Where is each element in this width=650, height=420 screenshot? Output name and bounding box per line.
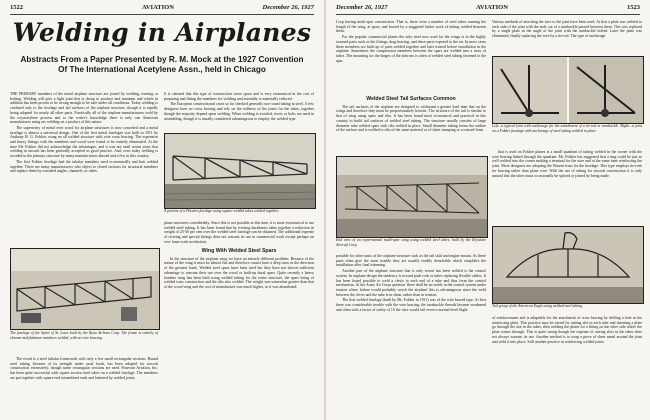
fuselage-illustration xyxy=(165,134,315,208)
issue-date: December 26, 1927 xyxy=(262,4,314,11)
left-page xyxy=(0,0,324,420)
left-column-2c xyxy=(164,246,314,415)
section-heading-tail: Welded Steel Tail Surfaces Common xyxy=(366,96,456,102)
spirit-fuselage-photo xyxy=(10,248,160,330)
paragraph: Another part of the airplane structure that is only recent has been welded is the control system. In airplane design the tendency is toward push rods or tubes replacing flexible cables. It has been found possible to weld a clevis to each end of a tube and thus form the control mechanism. At the Army Air Corps question 'there shall be no welds in the control system under tension where failure would probably wreck the airplane' this is advantageous since the weld between the clevis and the tube is in shear, rather than in tension. xyxy=(336,269,486,297)
paragraph: The first welded fuselage (built by Mr. Fokker in 1911) was of the wire braced type. At first there was considerable trouble with the wire bracing; the turnbuckle threads became weakened and often with a factor of safety of 10 the wire would fail even to normal level flight. xyxy=(336,298,486,312)
right-page xyxy=(326,0,650,420)
paragraph: Corp having multi-spar construction. That is, there were a number of steel tubes running the length of the wing, at spars, and braced by a staggered lattice work of tubing welded between them. xyxy=(336,20,486,34)
paragraph: In the structure of the airplane wing we have an entirely different problem. Because of the nature of the wing it must be almost flat and therefore cannot have a deep truss in the direction of the greatest loads. Welded steel spars have been tried but they have not shown sufficient advantage to warrant their use over the wood or built-up dural spars. Quite recently a heavy bomber wing has been built using welded tubing for the entire structure, the spars being of welded truss construction and the ribs also welded. The weight was somewhat greater than that of the wood wing and the cost of manufacture was much higher, so it was abandoned. xyxy=(164,256,314,289)
page-number: 1522 xyxy=(10,4,23,11)
section-heading-wing: Wing With Welded Steel Spars xyxy=(201,248,277,254)
paragraph: THE PRIMARY members of the metal airplane structure are joined by welding, riveting or bolting. Welding will give a light joint that is cheap to produce and maintain and which in addition has been proven to be strong enough to be safe under all conditions. Today welding is confined only to the fuselage and tail surfaces of the airplane structure, though it is rapidly being adopted for nearly all other parts. Practically all of the airplane manufacturers weld by the oxyacetylene process and to the writer's knowledge there is only one American manufacturer using arc welding on a product of this nature. xyxy=(10,92,158,125)
paragraph: that is used on Fokker planes is a small quadrant of tubing welded in the corner with the wire bearing linked through the quadrant. Mr. Fokker has suggested that a ring could be just as well welded into the corner making a terminal for the wire and at the same time reinforcing the joint. More designers are adopting the Warren truss for the fuselage. This type employs tie-rods for bracing rather than plane wire. With the use of tubing for aircraft construction it is only natural that the tubes must occasionally be spliced or joined by being made. xyxy=(492,150,642,178)
paragraph: The result is a steel tubular framework with only a few small rectangular sections. Round steel tubing, because of its strength under axial loads, has been adopted for aircraft construction extensively, though some rectangular sections are used. Finsvoin Aviation, Inc. has been quite successful with square section steel tubes on a welded fuselage. The members are put together with square end streamlined ends and fastened by welded joints. xyxy=(10,357,158,380)
multispar-photo-caption: End view of an experimental multi-spar wing using welded steel tubes, built by the Keystone Aircraft Corp. xyxy=(336,238,486,247)
multispar-wing-photo xyxy=(336,156,488,238)
right-column-1b xyxy=(336,94,486,154)
paragraph: Various methods of attaching the wire to the joint have been used. At first a plate was welded to each side of the joint with the ends cut of a turnbuckle passed between them. This was replaced by a single plate in the angle of the joint with the turnbuckle bolted. Later the plate was eliminated, finally replacing the wire by a tie-rod. The type of anchorage xyxy=(492,20,642,39)
paragraph: The tail surfaces of the airplane are designed to withstand a greater load than that on the wings and therefore they must be proportionately heavier. The structure of the tail is similar to that of wing using spars and ribs. It has been found most economical and practical in this country to build tail surfaces of welded steel tubing. The structure usually consists of large diameter tube welded spars with ribs welded in place. Small diameter tubing forms the outline of the surface and is welded to ribs of the same material or of sheet stamping or a trussed form. xyxy=(336,104,486,133)
paragraph: The first Fokker fuselage had the tubular members used economically and butt welded together. There are many manufacturers who object to closed sections for structural members and replace them by extruded angles, channels, or tubes. xyxy=(10,159,158,174)
left-column-1b xyxy=(10,357,158,415)
article-title: Welding in Airplanes xyxy=(12,18,312,47)
paragraph: of reinforcement and is adaptable for the attachment of cross bracing by drilling a hole in the reinforcing plate. This practice may be varied by cutting slot in each tube and inserting a plate go through the slot in the tubes, then welding the plates for a fitting on the other side where the plate comes through. This is quite strong though the expense of cutting slots in the tubes does not always warrant its use. Another method is to wrap a piece of sheet metal around the joint and weld it into place. Still another practice in reinforcing welded joints xyxy=(492,316,642,344)
tail-group-caption: Tail group of the American Eagle using welded steel tubing. xyxy=(492,304,583,308)
page-number: 1523 xyxy=(627,4,640,11)
paragraph: For the popular commercial planes the only steel now used for the wings is in the highly stressed parts such as the fittings, drag bracing, and these parts exposed to the air. In most cases these members are built up of parts welded together and later treated before installation in the airplane. Sometimes the compression members between the spars are welded into a truss of tubes. The mounting for the hinges of the ailerons is often of welded steel tubing fastened to the spar. xyxy=(336,35,486,63)
right-column-1c xyxy=(336,254,486,415)
tail-group-illustration xyxy=(493,227,643,303)
right-column-2c xyxy=(492,316,642,415)
joint-photos xyxy=(492,56,644,124)
paragraph: The superiority of metal over wood for airplane structures is now conceded and a metal fuselage is almost a universal design. One of the first metal fuselages was built in 1911 by Anthony H. G. Fokker, using an all welded structure with wire cross bracing. The expensive and heavy fittings with the members and wood were found to be entirely eliminated. At the time Mr. Fokker did not acknowledge the advantages, and it was not until recent years that welding in aircraft has been generally accepted as good practice. And, even today welding is avoided in the primary structure by many manufacturers abroad and a few in this country. xyxy=(10,125,158,159)
tail-group-photo xyxy=(492,226,644,304)
left-column-1 xyxy=(10,92,158,242)
multispar-wing-illustration xyxy=(337,157,487,237)
left-page-header xyxy=(10,4,314,14)
magazine-name: AVIATION xyxy=(142,4,174,11)
paragraph: plane structures considerably. Since this is not possible at this time, it is more economical to use welded steel tubing. It has been found that by riveting duralumin tubes together a reduction in weight of 25-30 per cent over the welded steel fuselage can be obtained. The additional expense of riveting and special fittings does not warrant its use in commercial work except perhaps on very large scale production. xyxy=(164,221,314,243)
article-subtitle: Abstracts From a Paper Presented by R. M. Mock at the 1927 Convention Of The International Acetylene Assn., held in Chicago xyxy=(20,55,304,74)
right-column-2b xyxy=(492,150,642,222)
left-column-2 xyxy=(164,92,314,130)
spirit-fuselage-illustration xyxy=(11,249,159,329)
magazine-name: AVIATION xyxy=(476,4,508,11)
right-page-header xyxy=(336,4,640,14)
paragraph: The European constructional cases so far checked generally use round tubing in steel. A few designers have no cross bracing and rely on the stiffness of the joints for the tubes, together though the majority depend upon welding. When welding is avoided, rivets or bolts are used in assembling, though it is usually considered advantageous to employ the welded type. xyxy=(164,102,314,121)
paragraph: possible for other units of the airplane structure such as the tail skid and engine mount. As these parts often give the most trouble they are usually readily detachable which simplifies the installation after final trimming. xyxy=(336,254,486,268)
left-column-2b xyxy=(164,221,314,243)
paragraph: It is claimed that this type of construction saves space and is very economical in the cost of preparing and fitting the members for welding and assembly is materially reduced. xyxy=(164,92,314,101)
fuselage-photo-caption: A portion of a Pitcairn fuselage using square welded tubes welded together. xyxy=(164,209,279,213)
fuselage-photo xyxy=(164,133,316,209)
joint-photos-caption: Left—a typical joint with anchorage for the attachment of a tie-rod or turnbuckle. Right—a joint on a Fokker fuselage with anchorage of steel tubing welded in place. xyxy=(492,124,642,133)
header-rule xyxy=(336,14,640,15)
header-rule xyxy=(10,14,314,15)
joint-illustration xyxy=(493,57,643,123)
spirit-photo-caption: The fuselage of the Spirit of St. Louis built by the Ryan Airlines Corp. The frame is entirely of chrome-molybdenum members welded, with no wire bracing. xyxy=(10,331,158,340)
issue-date: December 26, 1927 xyxy=(336,4,388,11)
right-column-2 xyxy=(492,20,642,54)
right-column-1 xyxy=(336,20,486,92)
